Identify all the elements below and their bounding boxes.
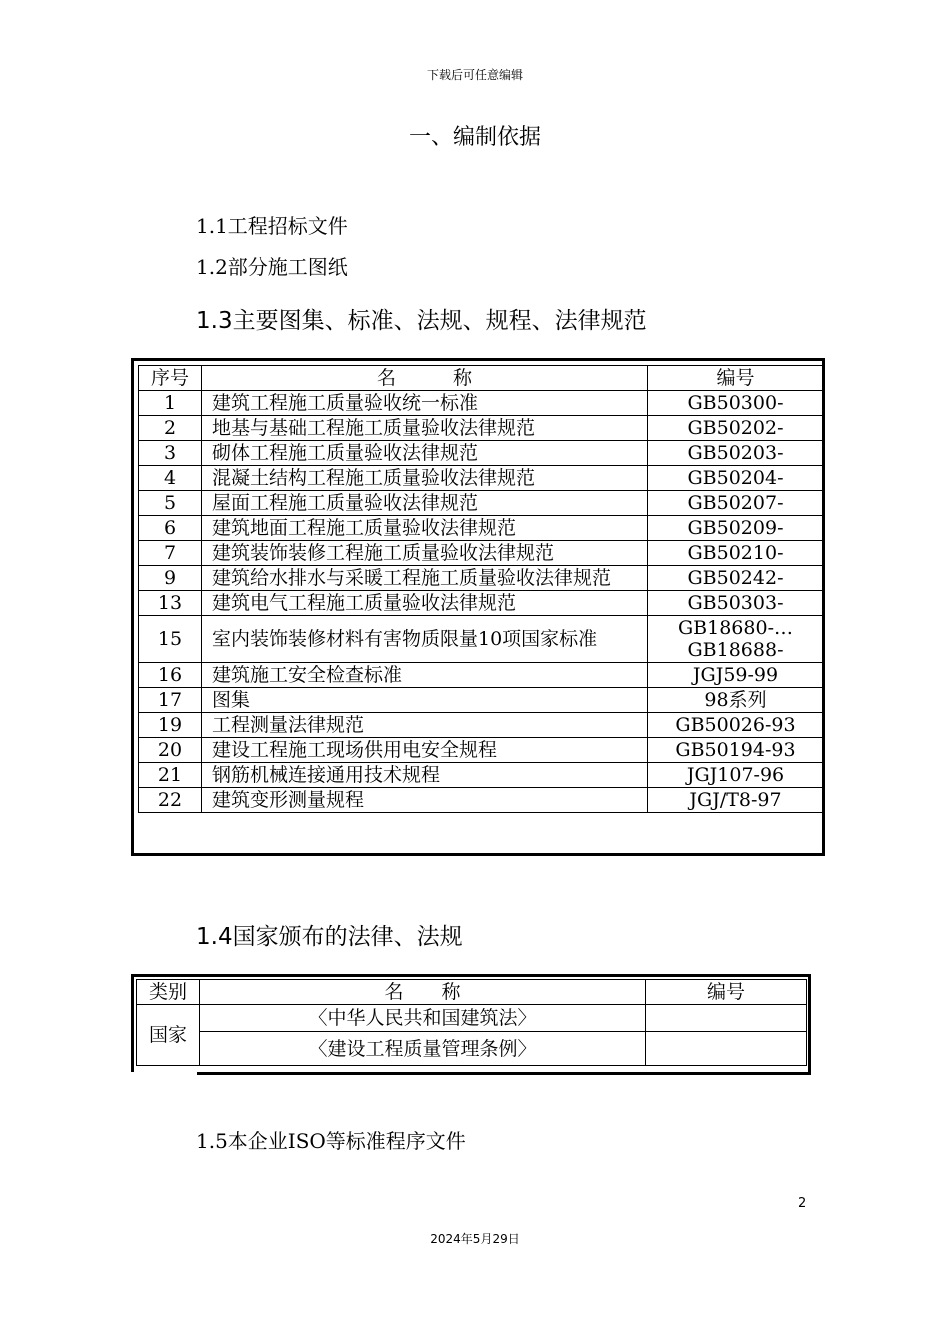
standards-table bbox=[131, 358, 825, 856]
row-no: 4 bbox=[139, 466, 202, 491]
table-row bbox=[139, 688, 824, 713]
row-no: 15 bbox=[139, 616, 202, 663]
row-code: 98系列 bbox=[648, 688, 824, 713]
table-row bbox=[139, 763, 824, 788]
row-name: 地基与基础工程施工质量验收法律规范 bbox=[202, 416, 648, 441]
row-code: GB50210- bbox=[648, 541, 824, 566]
row-no: 5 bbox=[139, 491, 202, 516]
table-row bbox=[139, 491, 824, 516]
row-no: 7 bbox=[139, 541, 202, 566]
table-row bbox=[139, 616, 824, 663]
table-row bbox=[137, 1032, 807, 1066]
row-no: 13 bbox=[139, 591, 202, 616]
laws-table-bottom-rule bbox=[197, 1072, 811, 1075]
row-name: 建筑地面工程施工质量验收法律规范 bbox=[202, 516, 648, 541]
col-header-name: 名 称 bbox=[202, 366, 648, 391]
table-header-row bbox=[139, 366, 824, 391]
row-code: GB50203- bbox=[648, 441, 824, 466]
laws-table bbox=[131, 974, 811, 1078]
table-row bbox=[139, 416, 824, 441]
table-row bbox=[139, 516, 824, 541]
row-code: GB50207- bbox=[648, 491, 824, 516]
section-1-5: 1.5本企业ISO等标准程序文件 bbox=[196, 1129, 466, 1153]
row-code: JGJ107-96 bbox=[648, 763, 824, 788]
row-no: 16 bbox=[139, 663, 202, 688]
table-row bbox=[139, 541, 824, 566]
row-name: 建筑装饰装修工程施工质量验收法律规范 bbox=[202, 541, 648, 566]
col-header-code: 编号 bbox=[646, 980, 807, 1005]
table-row bbox=[139, 713, 824, 738]
row-name: 建筑给水排水与采暖工程施工质量验收法律规范 bbox=[202, 566, 648, 591]
row-code: GB50242- bbox=[648, 566, 824, 591]
row-name: 屋面工程施工质量验收法律规范 bbox=[202, 491, 648, 516]
section-1-3: 1.3主要图集、标准、法规、规程、法律规范 bbox=[196, 308, 647, 334]
row-code: GB50202- bbox=[648, 416, 824, 441]
header-note: 下载后可任意编辑 bbox=[426, 68, 523, 82]
row-code: GB50300- bbox=[648, 391, 824, 416]
row-name: 〈建设工程质量管理条例〉 bbox=[200, 1032, 646, 1066]
col-header-code: 编号 bbox=[648, 366, 824, 391]
row-no: 9 bbox=[139, 566, 202, 591]
row-code: GB18680-…GB18688- bbox=[648, 616, 824, 663]
table-row bbox=[139, 591, 824, 616]
section-1-2: 1.2部分施工图纸 bbox=[196, 255, 348, 279]
row-name: 〈中华人民共和国建筑法〉 bbox=[200, 1005, 646, 1032]
row-name: 建筑电气工程施工质量验收法律规范 bbox=[202, 591, 648, 616]
row-no: 3 bbox=[139, 441, 202, 466]
row-no: 21 bbox=[139, 763, 202, 788]
row-code: GB50194-93 bbox=[648, 738, 824, 763]
row-name: 建筑工程施工质量验收统一标准 bbox=[202, 391, 648, 416]
row-no: 20 bbox=[139, 738, 202, 763]
page-number: 2 bbox=[798, 1196, 807, 1211]
table-row bbox=[139, 788, 824, 813]
table-row bbox=[137, 1005, 807, 1032]
col-header-category: 类别 bbox=[137, 980, 200, 1005]
row-no: 6 bbox=[139, 516, 202, 541]
row-name: 图集 bbox=[202, 688, 648, 713]
footer-date: 2024年5月29日 bbox=[430, 1232, 520, 1246]
row-name: 工程测量法律规范 bbox=[202, 713, 648, 738]
laws-table-grid bbox=[136, 979, 807, 1066]
row-name: 钢筋机械连接通用技术规程 bbox=[202, 763, 648, 788]
standards-table-grid bbox=[138, 365, 824, 813]
table-row bbox=[139, 391, 824, 416]
row-code: GB50026-93 bbox=[648, 713, 824, 738]
laws-table-body bbox=[136, 979, 806, 1066]
row-code: JGJ/T8-97 bbox=[648, 788, 824, 813]
row-no: 1 bbox=[139, 391, 202, 416]
row-name: 混凝土结构工程施工质量验收法律规范 bbox=[202, 466, 648, 491]
table-header-row bbox=[137, 980, 807, 1005]
row-name: 建筑变形测量规程 bbox=[202, 788, 648, 813]
row-code bbox=[646, 1005, 807, 1032]
category-cell: 国家 bbox=[137, 1005, 200, 1066]
table-row bbox=[139, 738, 824, 763]
row-name: 室内装饰装修材料有害物质限量10项国家标准 bbox=[202, 616, 648, 663]
section-1-1: 1.1工程招标文件 bbox=[196, 214, 348, 238]
col-header-no: 序号 bbox=[139, 366, 202, 391]
section-1-4: 1.4国家颁布的法律、法规 bbox=[196, 924, 463, 950]
row-no: 19 bbox=[139, 713, 202, 738]
table-row bbox=[139, 466, 824, 491]
page-title: 一、编制依据 bbox=[408, 125, 541, 150]
table-row bbox=[139, 441, 824, 466]
row-no: 17 bbox=[139, 688, 202, 713]
row-no: 22 bbox=[139, 788, 202, 813]
row-code: JGJ59-99 bbox=[648, 663, 824, 688]
row-name: 砌体工程施工质量验收法律规范 bbox=[202, 441, 648, 466]
row-no: 2 bbox=[139, 416, 202, 441]
col-header-name: 名 称 bbox=[200, 980, 646, 1005]
row-code bbox=[646, 1032, 807, 1066]
row-code: GB50209- bbox=[648, 516, 824, 541]
row-name: 建设工程施工现场供用电安全规程 bbox=[202, 738, 648, 763]
row-code: GB50204- bbox=[648, 466, 824, 491]
table-row bbox=[139, 566, 824, 591]
row-code: GB50303- bbox=[648, 591, 824, 616]
row-name: 建筑施工安全检查标准 bbox=[202, 663, 648, 688]
table-row bbox=[139, 663, 824, 688]
